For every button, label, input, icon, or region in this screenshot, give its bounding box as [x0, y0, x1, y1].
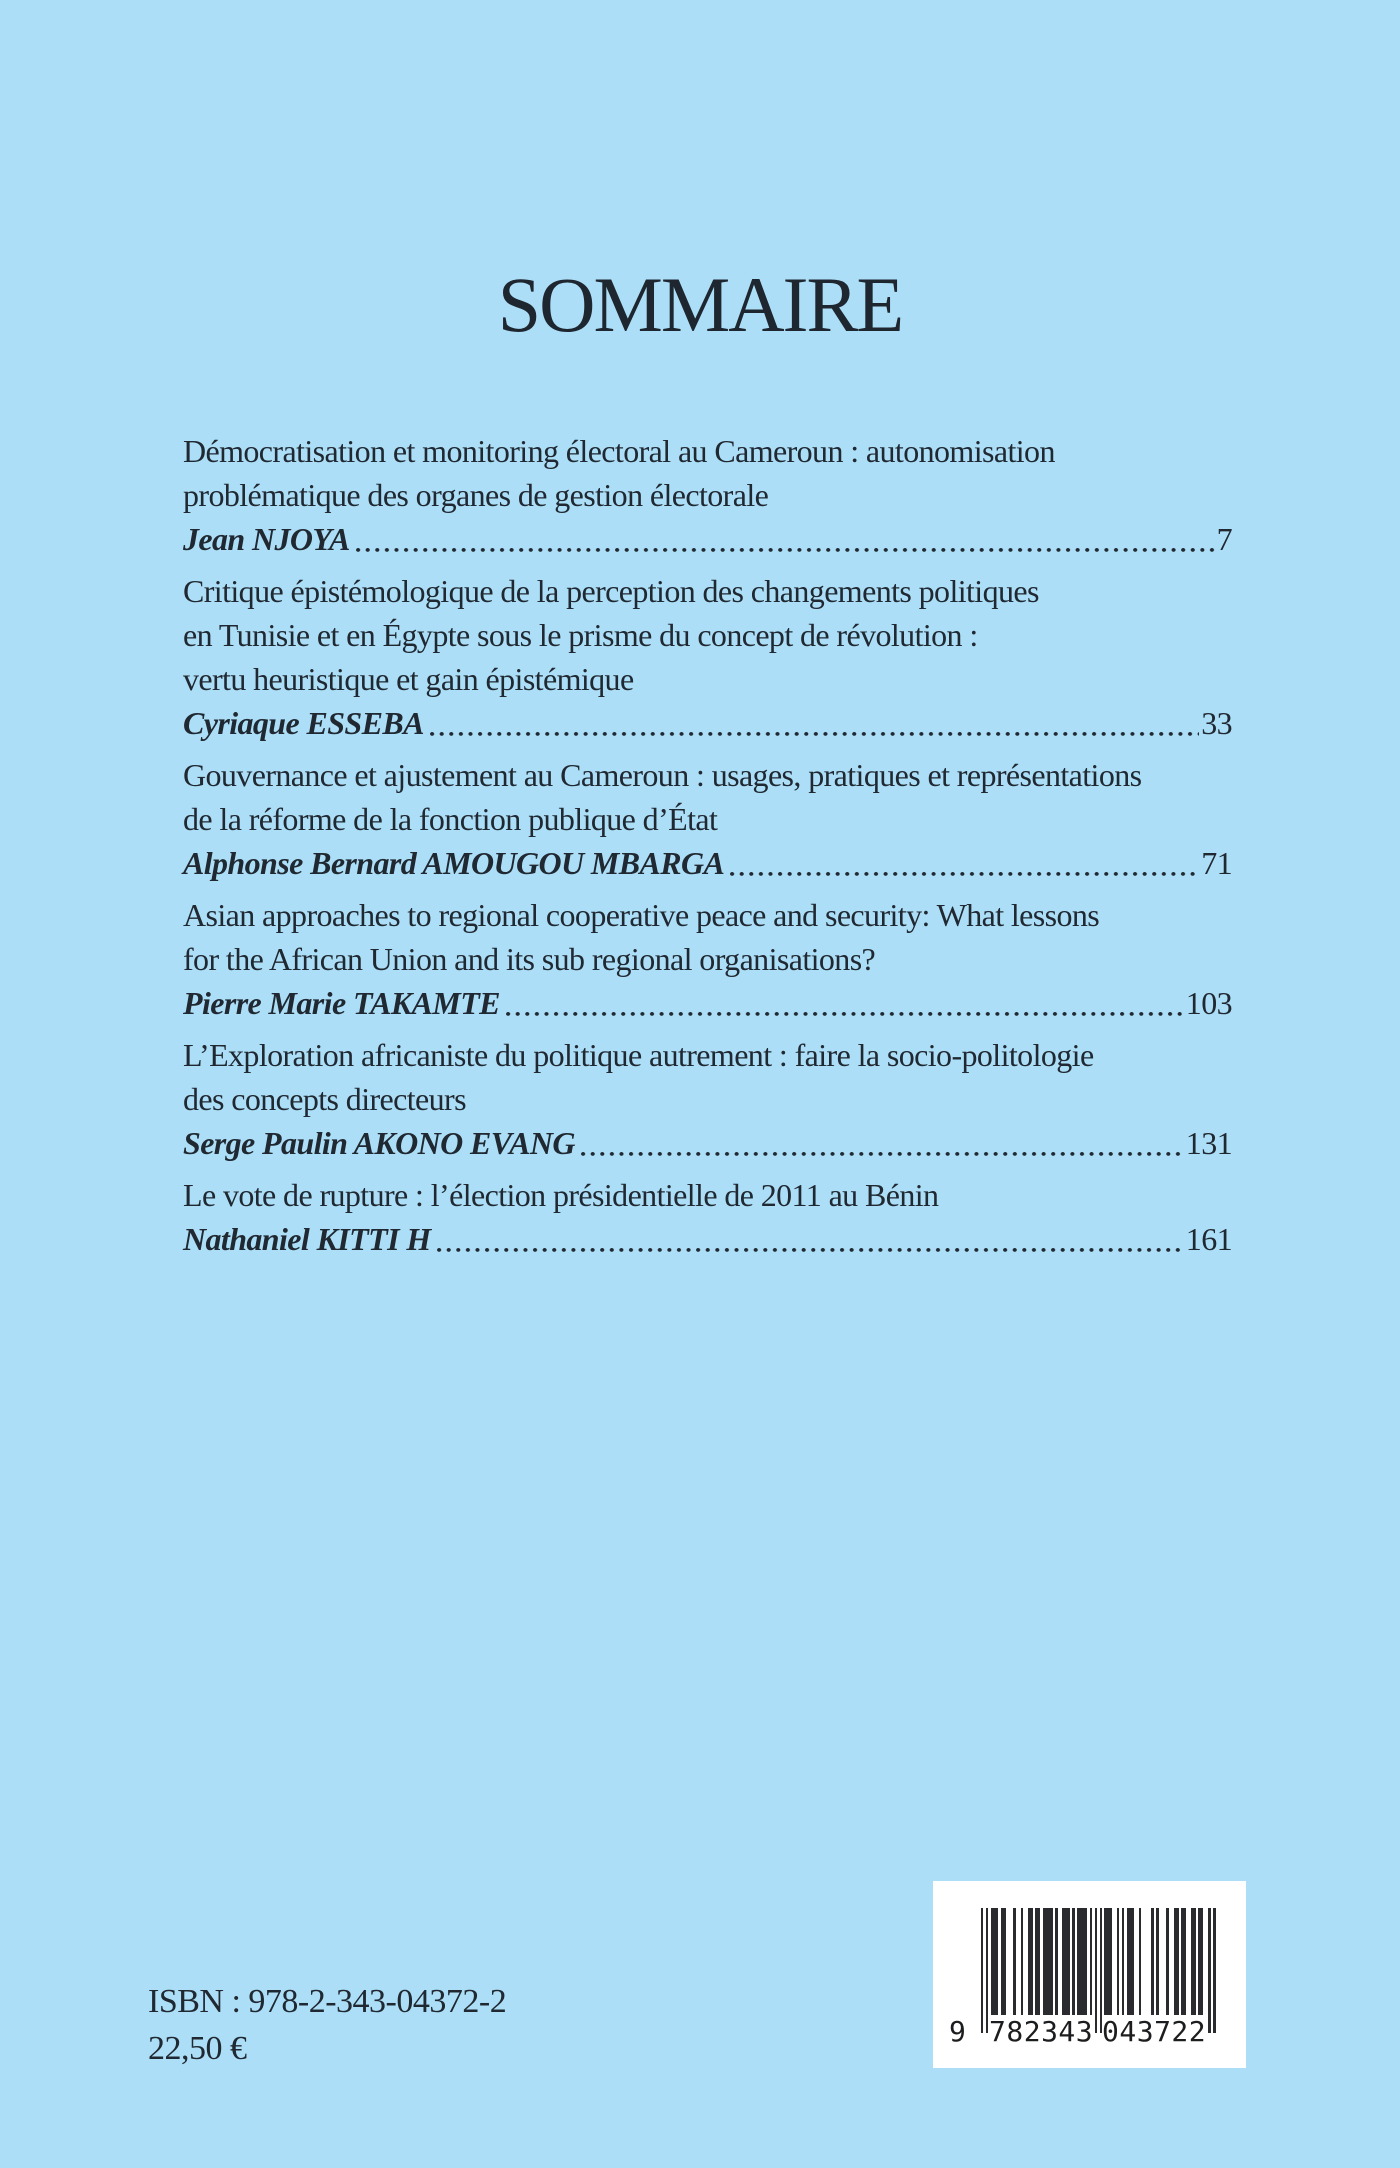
article-title-line: for the African Union and its sub regional organisations?: [183, 941, 876, 977]
article-title-line: en Tunisie et en Égypte sous le prisme du concept de révolution :: [183, 617, 978, 653]
author-row: [183, 981, 1232, 1025]
barcode: [933, 1881, 1246, 2068]
author-name: Jean NJOYA: [183, 521, 350, 557]
page-number: 7: [1216, 521, 1232, 557]
page-number: 131: [1185, 1125, 1232, 1161]
toc-entry: [183, 893, 1232, 1025]
toc-entry: [183, 429, 1232, 561]
author-name: Cyriaque ESSEBA: [183, 705, 424, 741]
toc-entry: [183, 569, 1232, 745]
author-name: Nathaniel KITTI H: [183, 1221, 431, 1257]
article-title-line: Gouvernance et ajustement au Cameroun : usages, pratiques et représentations: [183, 757, 1142, 793]
article-title-line: problématique des organes de gestion électorale: [183, 477, 769, 513]
toc-entry: [183, 1173, 1232, 1261]
page-number: 33: [1201, 705, 1232, 741]
author-row: [183, 701, 1232, 745]
page-number: 161: [1185, 1221, 1232, 1257]
author-name: Serge Paulin AKONO EVANG: [183, 1125, 575, 1161]
author-name: Alphonse Bernard AMOUGOU MBARGA: [183, 845, 725, 881]
author-row: [183, 1121, 1232, 1165]
author-row: [183, 841, 1232, 885]
article-title-line: Le vote de rupture : l’élection présidentielle de 2011 au Bénin: [183, 1177, 939, 1213]
dot-leader: [437, 1217, 1184, 1261]
article-title-line: de la réforme de la fonction publique d’État: [183, 801, 718, 837]
barcode-digits-left-group: 782343: [989, 2015, 1094, 2048]
table-of-contents: [183, 429, 1232, 1269]
article-title-line: vertu heuristique et gain épistémique: [183, 661, 634, 697]
page-number: 103: [1185, 985, 1232, 1021]
price-text: 22,50 €: [148, 2030, 247, 2067]
toc-entry: [183, 753, 1232, 885]
article-title-line: Asian approaches to regional cooperative peace and security: What lessons: [183, 897, 1100, 933]
toc-entry: [183, 1033, 1232, 1165]
dot-leader: [356, 517, 1215, 561]
article-title-line: Démocratisation et monitoring électoral au Cameroun : autonomisation: [183, 433, 1055, 469]
dot-leader: [581, 1121, 1184, 1165]
footer: [148, 1978, 506, 2072]
dot-leader: [730, 841, 1199, 885]
author-row: [183, 517, 1232, 561]
page-title: SOMMAIRE: [497, 261, 903, 348]
author-name: Pierre Marie TAKAMTE: [183, 985, 500, 1021]
dot-leader: [506, 981, 1184, 1025]
isbn-text: ISBN : 978-2-343-04372-2: [148, 1983, 507, 2020]
article-title-line: des concepts directeurs: [183, 1081, 466, 1117]
dot-leader: [430, 701, 1199, 745]
barcode-first-digit: 9: [949, 2015, 967, 2048]
article-title-line: L’Exploration africaniste du politique autrement : faire la socio-politologie: [183, 1037, 1094, 1073]
author-row: [183, 1217, 1232, 1261]
barcode-digits-right-group: 043722: [1102, 2015, 1207, 2048]
article-title-line: Critique épistémologique de la perception des changements politiques: [183, 573, 1039, 609]
page-number: 71: [1201, 845, 1232, 881]
